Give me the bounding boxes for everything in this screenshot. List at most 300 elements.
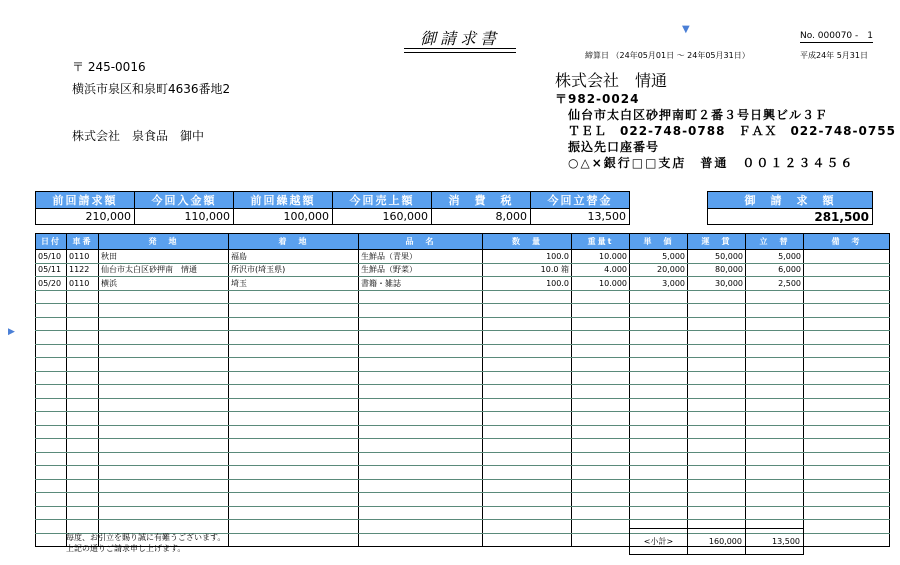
table-cell[interactable] (630, 479, 688, 493)
table-cell[interactable] (229, 425, 359, 439)
table-cell[interactable] (746, 425, 804, 439)
table-cell[interactable] (359, 344, 483, 358)
table-cell[interactable]: 10.000 (572, 250, 630, 264)
table-cell[interactable] (746, 466, 804, 480)
table-cell[interactable] (36, 452, 67, 466)
document-title: 御請求書 (419, 29, 500, 48)
empty-row[interactable] (36, 412, 890, 426)
table-cell[interactable] (229, 506, 359, 520)
table-cell[interactable] (746, 371, 804, 385)
table-cell[interactable] (483, 398, 572, 412)
table-cell[interactable] (572, 344, 630, 358)
table-cell[interactable] (483, 533, 572, 547)
table-cell[interactable] (688, 317, 746, 331)
table-cell[interactable] (804, 506, 890, 520)
table-cell[interactable] (746, 317, 804, 331)
footer-line2: 上記の通りご請求申し上げます。 (66, 544, 186, 553)
table-cell[interactable] (746, 344, 804, 358)
table-cell[interactable] (630, 371, 688, 385)
table-cell[interactable] (572, 317, 630, 331)
table-cell[interactable] (359, 371, 483, 385)
table-cell[interactable] (688, 439, 746, 453)
footer-note (66, 532, 225, 554)
table-cell[interactable] (229, 358, 359, 372)
table-cell[interactable] (630, 331, 688, 345)
table-cell[interactable] (36, 331, 67, 345)
table-cell[interactable] (746, 506, 804, 520)
table-cell[interactable] (572, 398, 630, 412)
table-cell[interactable] (746, 290, 804, 304)
table-cell[interactable] (688, 331, 746, 345)
summary-value: 100,000 (234, 209, 333, 225)
title-underline-double (404, 52, 516, 53)
table-cell[interactable] (483, 344, 572, 358)
table-cell[interactable] (630, 398, 688, 412)
title-underline (404, 48, 516, 49)
table-cell[interactable] (36, 385, 67, 399)
issue-date: 平成24年 5月31日 (800, 51, 868, 60)
table-cell[interactable] (630, 290, 688, 304)
table-cell[interactable] (688, 385, 746, 399)
sender-company: 株式会社 情通 (555, 71, 668, 90)
table-cell[interactable]: 10.000 (572, 277, 630, 291)
total-label: 御 請 求 額 (708, 192, 873, 209)
table-cell[interactable] (359, 452, 483, 466)
table-cell[interactable] (99, 317, 229, 331)
table-cell[interactable] (630, 466, 688, 480)
table-cell[interactable] (99, 425, 229, 439)
table-cell[interactable] (630, 493, 688, 507)
table-cell[interactable] (67, 344, 99, 358)
table-cell[interactable] (746, 479, 804, 493)
table-cell[interactable]: 横浜 (99, 277, 229, 291)
table-cell[interactable] (572, 371, 630, 385)
table-cell[interactable] (99, 466, 229, 480)
billing-period: 締算日 （24年05月01日 ～ 24年05月31日） (585, 51, 750, 60)
table-cell[interactable]: 5,000 (746, 250, 804, 264)
table-cell[interactable] (630, 317, 688, 331)
table-cell[interactable] (229, 439, 359, 453)
table-cell[interactable] (359, 398, 483, 412)
sender-tel-fax: ＴＥＬ 022-748-0788 ＦＡＸ 022-748-0755 (568, 124, 896, 138)
table-cell[interactable] (572, 493, 630, 507)
table-cell[interactable]: 書籍・雑誌 (359, 277, 483, 291)
table-cell[interactable] (804, 371, 890, 385)
table-cell[interactable] (67, 479, 99, 493)
summary-value: 13,500 (531, 209, 630, 225)
total-table (707, 191, 873, 225)
table-cell[interactable]: 5,000 (630, 250, 688, 264)
table-cell[interactable] (36, 466, 67, 480)
table-cell[interactable] (359, 439, 483, 453)
table-cell[interactable]: 生鮮品（野菜） (359, 263, 483, 277)
table-cell[interactable]: 仙台市太白区砂押南 情通 (99, 263, 229, 277)
summary-value: 8,000 (432, 209, 531, 225)
table-cell[interactable] (359, 331, 483, 345)
empty-row[interactable] (36, 398, 890, 412)
table-cell[interactable] (67, 358, 99, 372)
table-cell[interactable] (746, 304, 804, 318)
table-cell[interactable] (483, 520, 572, 534)
subtotal-freight: 160,000 (688, 529, 746, 555)
table-cell[interactable] (804, 344, 890, 358)
table-cell[interactable] (630, 344, 688, 358)
table-cell[interactable] (229, 412, 359, 426)
detail-header-row (36, 234, 890, 250)
table-cell[interactable] (483, 371, 572, 385)
table-cell[interactable] (483, 317, 572, 331)
table-cell[interactable] (229, 331, 359, 345)
table-cell[interactable] (67, 425, 99, 439)
table-cell[interactable] (67, 439, 99, 453)
table-cell[interactable] (688, 398, 746, 412)
table-cell[interactable] (483, 466, 572, 480)
table-cell[interactable] (572, 466, 630, 480)
table-cell[interactable] (804, 398, 890, 412)
table-cell[interactable] (229, 371, 359, 385)
table-cell[interactable] (483, 506, 572, 520)
table-cell[interactable] (804, 452, 890, 466)
table-cell[interactable] (67, 304, 99, 318)
table-cell[interactable] (99, 344, 229, 358)
summary-value: 160,000 (333, 209, 432, 225)
empty-row[interactable] (36, 506, 890, 520)
table-cell[interactable]: 所沢市(埼玉県) (229, 263, 359, 277)
table-cell[interactable] (483, 331, 572, 345)
table-cell[interactable] (804, 263, 890, 277)
total-value: 281,500 (708, 209, 873, 225)
table-cell[interactable] (688, 452, 746, 466)
table-cell[interactable] (67, 331, 99, 345)
table-cell[interactable] (229, 290, 359, 304)
table-cell[interactable] (630, 412, 688, 426)
table-cell[interactable] (630, 439, 688, 453)
table-cell[interactable] (688, 371, 746, 385)
summary-value: 210,000 (36, 209, 135, 225)
table-cell[interactable] (804, 412, 890, 426)
table-cell[interactable] (229, 479, 359, 493)
column-header: 品 名 (359, 234, 483, 250)
empty-row[interactable] (36, 466, 890, 480)
summary-header: 今回立替金 (531, 192, 630, 209)
table-cell[interactable] (359, 385, 483, 399)
subtotal-label: <小計> (630, 529, 688, 555)
table-cell[interactable] (359, 290, 483, 304)
footer-line1: 毎度、お引立を賜り誠に有難うございます。 (66, 533, 226, 542)
column-header: 日付 (36, 234, 67, 250)
empty-row[interactable] (36, 439, 890, 453)
table-cell[interactable] (804, 520, 890, 534)
table-cell[interactable] (572, 290, 630, 304)
column-header: 運 賃 (688, 234, 746, 250)
table-cell[interactable] (630, 358, 688, 372)
empty-row[interactable] (36, 385, 890, 399)
empty-row[interactable] (36, 290, 890, 304)
table-cell[interactable] (688, 466, 746, 480)
table-cell[interactable] (804, 466, 890, 480)
table-cell[interactable] (804, 250, 890, 264)
table-cell[interactable] (804, 385, 890, 399)
summary-header: 前回請求額 (36, 192, 135, 209)
table-cell[interactable] (746, 398, 804, 412)
table-cell[interactable] (359, 358, 483, 372)
table-cell[interactable]: 生鮮品（青果） (359, 250, 483, 264)
table-cell[interactable] (359, 520, 483, 534)
table-cell[interactable] (99, 385, 229, 399)
table-cell[interactable] (359, 304, 483, 318)
table-cell[interactable] (99, 452, 229, 466)
table-cell[interactable] (688, 479, 746, 493)
table-cell[interactable] (67, 290, 99, 304)
summary-header: 今回入金額 (135, 192, 234, 209)
summary-table (35, 191, 630, 225)
empty-row[interactable] (36, 304, 890, 318)
table-cell[interactable] (67, 452, 99, 466)
table-cell[interactable] (483, 425, 572, 439)
table-cell[interactable] (67, 520, 99, 534)
table-cell[interactable] (572, 520, 630, 534)
subtotal-advance: 13,500 (746, 529, 804, 555)
sender-address: 仙台市太白区砂押南町２番３号日興ビル３Ｆ (568, 108, 829, 122)
table-cell[interactable] (36, 344, 67, 358)
table-cell[interactable] (804, 425, 890, 439)
table-cell[interactable] (572, 533, 630, 547)
table-cell[interactable] (804, 304, 890, 318)
table-cell[interactable] (630, 452, 688, 466)
table-cell[interactable] (630, 506, 688, 520)
table-cell[interactable]: 6,000 (746, 263, 804, 277)
table-cell[interactable] (229, 385, 359, 399)
table-cell[interactable] (229, 520, 359, 534)
summary-header: 前回繰越額 (234, 192, 333, 209)
table-cell[interactable] (99, 493, 229, 507)
recipient-address: 横浜市泉区和泉町4636番地2 (72, 82, 231, 96)
empty-row[interactable] (36, 317, 890, 331)
table-cell[interactable] (630, 304, 688, 318)
column-header: 備 考 (804, 234, 890, 250)
sender-postal: 〒982-0024 (555, 92, 640, 106)
table-cell[interactable] (572, 358, 630, 372)
table-cell[interactable] (99, 331, 229, 345)
table-cell[interactable] (359, 479, 483, 493)
table-cell[interactable] (67, 493, 99, 507)
table-cell[interactable] (99, 520, 229, 534)
table-cell[interactable] (746, 439, 804, 453)
table-cell[interactable] (36, 358, 67, 372)
table-cell[interactable] (688, 344, 746, 358)
table-row[interactable] (36, 277, 890, 291)
table-cell[interactable] (483, 304, 572, 318)
table-cell[interactable] (36, 425, 67, 439)
table-cell[interactable] (804, 290, 890, 304)
table-cell[interactable] (688, 506, 746, 520)
table-cell[interactable] (483, 290, 572, 304)
table-cell[interactable]: 05/20 (36, 277, 67, 291)
table-cell[interactable] (483, 412, 572, 426)
table-cell[interactable] (99, 412, 229, 426)
table-cell[interactable] (36, 398, 67, 412)
table-cell[interactable]: 0110 (67, 277, 99, 291)
table-cell[interactable] (804, 533, 890, 547)
table-cell[interactable]: 4.000 (572, 263, 630, 277)
table-cell[interactable] (746, 358, 804, 372)
table-cell[interactable]: 埼玉 (229, 277, 359, 291)
table-cell[interactable] (99, 290, 229, 304)
empty-row[interactable] (36, 425, 890, 439)
table-cell[interactable]: 福島 (229, 250, 359, 264)
table-cell[interactable] (688, 304, 746, 318)
table-cell[interactable] (36, 304, 67, 318)
table-cell[interactable] (99, 371, 229, 385)
table-cell[interactable] (804, 331, 890, 345)
table-row[interactable] (36, 263, 890, 277)
table-cell[interactable] (572, 439, 630, 453)
table-cell[interactable] (804, 479, 890, 493)
table-cell[interactable]: 秋田 (99, 250, 229, 264)
table-cell[interactable] (229, 493, 359, 507)
table-cell[interactable] (630, 425, 688, 439)
table-cell[interactable] (229, 317, 359, 331)
table-cell[interactable] (359, 466, 483, 480)
table-cell[interactable] (483, 479, 572, 493)
table-cell[interactable] (804, 358, 890, 372)
table-cell[interactable] (483, 493, 572, 507)
empty-row[interactable] (36, 358, 890, 372)
detail-table (35, 233, 890, 547)
table-cell[interactable] (483, 385, 572, 399)
table-cell[interactable] (804, 317, 890, 331)
table-cell[interactable] (359, 506, 483, 520)
table-cell[interactable] (359, 317, 483, 331)
table-cell[interactable] (67, 412, 99, 426)
table-cell[interactable] (99, 304, 229, 318)
table-cell[interactable] (688, 290, 746, 304)
table-cell[interactable] (229, 452, 359, 466)
empty-row[interactable] (36, 452, 890, 466)
table-cell[interactable] (67, 385, 99, 399)
table-cell[interactable]: 100.0 (483, 277, 572, 291)
table-cell[interactable] (572, 425, 630, 439)
table-cell[interactable] (746, 452, 804, 466)
table-cell[interactable] (229, 304, 359, 318)
table-cell[interactable]: 0110 (67, 250, 99, 264)
table-row[interactable] (36, 250, 890, 264)
table-cell[interactable] (572, 412, 630, 426)
table-cell[interactable] (36, 493, 67, 507)
table-cell[interactable]: 50,000 (688, 250, 746, 264)
table-cell[interactable] (746, 412, 804, 426)
table-cell[interactable] (99, 398, 229, 412)
table-cell[interactable] (804, 493, 890, 507)
table-cell[interactable] (572, 452, 630, 466)
table-cell[interactable]: 05/10 (36, 250, 67, 264)
column-header: 数 量 (483, 234, 572, 250)
table-cell[interactable] (36, 412, 67, 426)
table-cell[interactable] (229, 344, 359, 358)
table-cell[interactable] (229, 533, 359, 547)
table-cell[interactable] (36, 506, 67, 520)
table-cell[interactable]: 3,000 (630, 277, 688, 291)
subtotal-table (629, 528, 804, 555)
table-cell[interactable] (359, 533, 483, 547)
table-cell[interactable] (804, 277, 890, 291)
table-cell[interactable] (36, 439, 67, 453)
table-cell[interactable]: 80,000 (688, 263, 746, 277)
table-cell[interactable] (572, 331, 630, 345)
triangle-right-icon[interactable]: ▶ (8, 327, 15, 337)
table-cell[interactable] (36, 533, 67, 547)
table-cell[interactable] (746, 331, 804, 345)
table-cell[interactable] (36, 371, 67, 385)
triangle-down-icon[interactable]: ▼ (682, 24, 690, 35)
summary-header: 消 費 税 (432, 192, 531, 209)
table-cell[interactable] (67, 466, 99, 480)
table-cell[interactable] (804, 439, 890, 453)
table-cell[interactable]: 100.0 (483, 250, 572, 264)
table-cell[interactable]: 05/11 (36, 263, 67, 277)
empty-row[interactable] (36, 344, 890, 358)
table-cell[interactable] (688, 412, 746, 426)
empty-row[interactable] (36, 371, 890, 385)
column-header: 単 価 (630, 234, 688, 250)
table-cell[interactable] (688, 425, 746, 439)
table-cell[interactable] (572, 479, 630, 493)
table-cell[interactable] (99, 506, 229, 520)
table-cell[interactable] (483, 439, 572, 453)
table-cell[interactable] (36, 520, 67, 534)
table-cell[interactable]: 20,000 (630, 263, 688, 277)
column-header: 着 地 (229, 234, 359, 250)
table-cell[interactable]: 1122 (67, 263, 99, 277)
empty-row[interactable] (36, 331, 890, 345)
table-cell[interactable] (746, 493, 804, 507)
table-cell[interactable] (36, 479, 67, 493)
table-cell[interactable] (36, 290, 67, 304)
empty-row[interactable] (36, 479, 890, 493)
table-cell[interactable] (630, 385, 688, 399)
table-cell[interactable] (483, 452, 572, 466)
empty-row[interactable] (36, 493, 890, 507)
table-cell[interactable] (67, 371, 99, 385)
table-cell[interactable] (688, 358, 746, 372)
table-cell[interactable] (229, 398, 359, 412)
table-cell[interactable] (359, 412, 483, 426)
table-cell[interactable] (572, 506, 630, 520)
table-cell[interactable]: 10.0 箱 (483, 263, 572, 277)
table-cell[interactable] (572, 304, 630, 318)
table-cell[interactable] (99, 479, 229, 493)
table-cell[interactable] (572, 385, 630, 399)
table-cell[interactable] (688, 493, 746, 507)
table-cell[interactable] (67, 317, 99, 331)
table-cell[interactable]: 30,000 (688, 277, 746, 291)
recipient-name: 株式会社 泉食品 御中 (72, 129, 205, 143)
table-cell[interactable] (229, 466, 359, 480)
table-cell[interactable] (67, 506, 99, 520)
table-cell[interactable] (67, 398, 99, 412)
table-cell[interactable] (483, 358, 572, 372)
column-header: 車番 (67, 234, 99, 250)
table-cell[interactable] (99, 358, 229, 372)
table-cell[interactable] (99, 439, 229, 453)
table-cell[interactable]: 2,500 (746, 277, 804, 291)
table-cell[interactable] (36, 317, 67, 331)
table-cell[interactable] (359, 493, 483, 507)
table-cell[interactable] (359, 425, 483, 439)
table-cell[interactable] (746, 385, 804, 399)
summary-header: 今回売上額 (333, 192, 432, 209)
column-header: 発 地 (99, 234, 229, 250)
